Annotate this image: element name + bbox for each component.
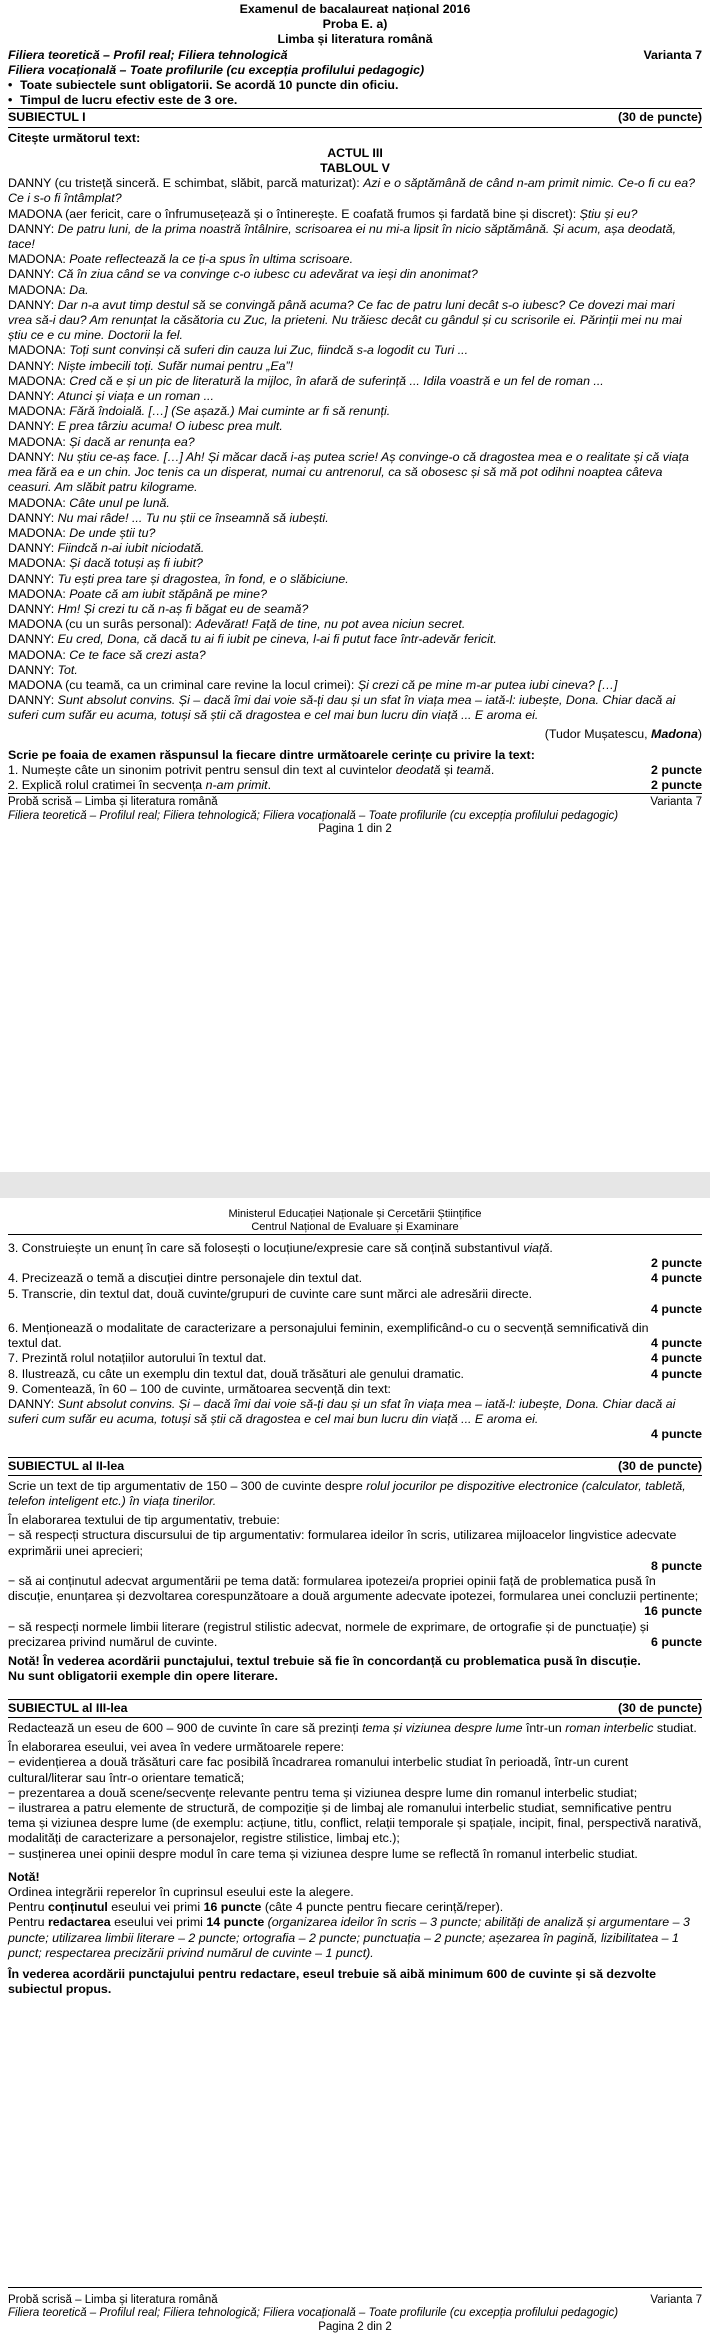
dialogue-line [8,632,702,647]
replica-text: Și dacă ar renunța ea? [69,434,195,449]
replica-text: Nu știu ce-aș face. […] Ah! Și măcar dacă i-aș putea scrie! Aș convinge-o că dragostea mea e o realitate și că viața mea fără ea e un chin. Joc tenis ca un disperat, numai cu antrenorul, ca să obosesc și să mă pot odihni noaptea câteva ceasuri. Am slăbit patru kilograme. [8,449,689,495]
footer-1-proba: Probă scrisă – Limba și literatura română [8,796,218,809]
dialogue-line [8,648,702,663]
dialogue-line [8,343,702,358]
speaker-label: MADONA: [8,404,70,419]
replica-text: Toți sunt convinși că suferi din cauza lui Zuc, fiindcă s-a logodit cu Turi ... [69,343,469,358]
footer-2-page: Pagina 2 din 2 [318,2320,392,2333]
s3-reper-b: − prezentarea a două scene/secvențe relevante pentru tema și viziunea despre lume din romanul interbelic studiat; [8,1785,638,1800]
q1-word-2: teamă [456,762,491,777]
s2-note-1: Notă! În vederea acordării punctajului, textul trebuie să fie în concordanță cu problematica pusă în discuție. [8,1654,641,1669]
s2-req-a-text: − să respecți structura discursului de tip argumentativ: formularea ideilor în scris, utilizarea mijloacelor lingvistice adecvate exprimării unei aprecieri; [8,1528,677,1558]
n2-a: Pentru [8,1900,48,1915]
center-header: Centrul Național de Evaluare și Examinare [8,1221,702,1235]
speaker-label: DANNY: [8,221,58,236]
question-4 [8,1271,702,1286]
source-citation [8,727,702,742]
s3-note-3 [8,1915,702,1961]
speaker-label: MADONA: [8,556,70,571]
dialogue-line [8,663,702,678]
replica-text: Sunt absolut convins. Și – dacă îmi dai voie să-ți dau și un sfat în viața mea – iată-l: iubește, Dona. Chiar dacă ai suferi cum sufăr eu acuma, totuși să știi că dragostea e cel mai bun lucru din viață ... E aroma ei. [8,693,676,723]
s3-reper-c: − ilustrarea a patru elemente de structură, de compoziție și de limbaj ale romanului interbelic studiat, semnificative pentru tema și viziunea despre lume (de exemplu: acțiune, titlu, conflict, relații temporale și spațiale, incipit, final, perspectivă narativă, modalități de caracterizare a personajelor, registre stilistice, limbaj etc.); [8,1800,702,1846]
speaker-label: MADONA: [8,434,70,449]
s3-task-c: într-un [522,1720,566,1735]
q9-points: 4 puncte [651,1427,702,1442]
dialogue-line [8,572,702,587]
question-9 [8,1382,702,1443]
n3-b: redactarea [47,1915,111,1930]
speaker-label: DANNY: [8,662,58,677]
n2-d: 16 puncte [203,1900,262,1915]
dialogue-line [8,678,702,693]
n3-d: 14 puncte [206,1915,265,1930]
question-2 [8,778,702,794]
n3-c: eseului vei primi [110,1915,207,1930]
speaker-label: MADONA: [8,586,70,601]
question-8 [8,1367,702,1382]
speaker-label: MADONA (cu un surâs personal): [8,617,196,632]
s3-note-4: În vederea acordării punctajului pentru redactare, eseul trebuie să aibă minimum 600 de cuvinte și să dezvolte subiectul propus. [8,1966,656,1997]
q8-text: 8. Ilustrează, cu câte un exemplu din textul dat, două trăsături ale genului dramatic. [8,1366,464,1381]
dialogue-line [8,176,702,206]
section-3-points: (30 de puncte) [618,1700,702,1715]
dialogue-line [8,496,702,511]
question-7 [8,1351,702,1366]
replica-text: Dar n-a avut timp destul să se convingă până acuma? Ce fac de patru luni decât s-o iubesc? Ce dovezi mai mari vrea să-i dau? Am renunțat la căsătoria cu Zuc, la prieteni. Nu trăiesc decât cu gândul și cu scrisorile ei. Părinții mei nu mai știu ce e cu mine. Doctorii la fel. [8,297,682,343]
dialogue-line [8,556,702,571]
dialogue-line [8,267,702,282]
speaker-label: MADONA: [8,647,70,662]
footer-2-rule [8,2287,702,2288]
footer-2 [8,2294,702,2335]
dialogue-line [8,404,702,419]
read-instruction: Citește următorul text: [8,130,141,145]
replica-text: Adevărat! Față de tine, nu pot avea niciun secret. [195,617,466,632]
question-6 [8,1321,702,1351]
footer-2-filiera: Filiera teoretică – Profilul real; Filiera tehnologică; Filiera vocațională – Toate profilurile (cu excepția profilului pedagogic) [8,2307,619,2319]
page-2 [0,1198,710,2338]
footer-1-page: Pagina 1 din 2 [318,823,392,836]
q6-points: 4 puncte [651,1336,702,1351]
question-1 [8,763,702,778]
s3-reper-d: − susținerea unei opinii despre modul în care tema și viziunea despre lume se reflectă în romanul interbelic studiat. [8,1846,638,1861]
speaker-label: DANNY: [8,571,58,586]
dialogue-line [8,374,702,389]
dialogue-line [8,617,702,632]
s2-requirements-intro: În elaborarea textului de tip argumentativ, trebuie: [8,1513,280,1528]
variant-label: Varianta 7 [643,47,702,62]
speaker-label: DANNY: [8,358,58,373]
speaker-label: MADONA: [8,495,70,510]
s2-req-b-text: − să ai conținutul adecvat argumentării pe tema dată: formularea ipotezei/a propriei opinii față de problematica pusă în discuție, enunțarea și dezvoltarea corespunzătoare a două argumente adecvate ipotezei, formularea unei concluzii pertinente; [8,1574,699,1604]
dialogue-line [8,283,702,298]
q9-text: 9. Comentează, în 60 – 100 de cuvinte, următoarea secvență din text: [8,1381,391,1396]
q6-text: 6. Menționează o modalitate de caracterizare a personajului feminin, exemplificând-o cu o secvență semnificativă din textul dat. [8,1321,649,1351]
q9-quote: Sunt absolut convins. Și – dacă îmi dai voie să-ți dau și un sfat în viața mea – iată-l: iubește, Dona. Chiar dacă ai suferi cum sufăr eu acuma, totuși să știi că dragostea e cel mai bun lucru din viață ... E aroma ei. [8,1397,676,1427]
dialogue-line [8,207,702,222]
section-1-header [8,108,702,127]
q7-text: 7. Prezintă rolul notațiilor autorului în textul dat. [8,1351,267,1366]
dialogue-line [8,450,702,496]
s2-req-c-points: 6 puncte [651,1635,702,1650]
s3-note-2 [8,1900,702,1915]
q5-points: 4 puncte [651,1301,702,1316]
exam-title: Examenul de bacalaureat național 2016 [239,2,471,16]
question-5 [8,1287,702,1317]
section-3-header [8,1699,702,1718]
q1-points: 2 puncte [651,762,702,777]
speaker-label: DANNY: [8,449,58,464]
section-1-title: SUBIECTUL I [8,110,86,125]
q2-sequence: n-am primit [205,778,268,793]
footer-2-proba: Probă scrisă – Limba și literatura română [8,2293,218,2306]
act-heading: ACTUL III [327,145,383,160]
dialogue-line [8,435,702,450]
s3-reper-a: − evidențierea a două trăsături care fac posibilă încadrarea romanului interbelic studiat în perioadă, într-un curent cultural/literar sau într-o orientare tematică; [8,1755,629,1785]
dialogue-line [8,252,702,267]
s2-req-c [8,1620,702,1651]
dialogue-line [8,419,702,434]
dialogue-line [8,541,702,556]
speaker-label: MADONA: [8,373,70,388]
replica-text: E prea târziu acuma! O iubesc prea mult. [57,419,283,434]
n2-c: eseului vei primi [107,1900,204,1915]
replica-text: Atunci și viața e un roman ... [57,389,214,404]
replica-text: Fiindcă n-ai iubit niciodată. [57,541,205,556]
speaker-label: DANNY: [8,541,58,556]
replica-text: Câte unul pe lună. [69,495,170,510]
replica-text: Eu cred, Dona, că dacă tu ai fi iubit pe cineva, l-ai fi putut face într-adevăr fericit. [57,632,497,647]
s3-task-b: tema și viziunea despre lume [362,1720,523,1735]
speaker-label: MADONA: [8,343,70,358]
filiera-line-2: Filiera vocațională – Toate profilurile (cu excepția profilului pedagogic) [8,62,425,77]
dialogue-line [8,389,702,404]
q3-end: . [549,1241,553,1255]
section-2-task [8,1479,702,1509]
replica-text: Și crezi că pe mine m-ar putea iubi cineva? […] [357,677,618,692]
s2-req-b-points: 16 puncte [644,1604,702,1619]
q3-points: 2 puncte [651,1256,702,1271]
s3-note-1: Ordinea integrării reperelor în cuprinsul eseului este la alegere. [8,1884,354,1899]
q3-word: viață [523,1241,550,1255]
section-3-title: SUBIECTUL al III-lea [8,1700,128,1715]
speaker-label: MADONA (aer fericit, care o înfrumusețează și o întinerește. E coafată frumos și fardată bine și discret): [8,206,580,221]
q1-end: . [490,762,495,777]
speaker-label: DANNY: [8,267,58,282]
replica-text: Nu mai râde! ... Tu nu știi ce înseamnă să iubești. [57,510,329,525]
s3-repere-intro: În elaborarea eseului, vei avea în vedere următoarele repere: [8,1740,345,1755]
ministry-header: Ministerul Educației Naționale și Cercetării Științifice [228,1208,482,1220]
q1-text: 1. Numește câte un sinonim potrivit pentru sensul din text al cuvintelor [8,762,396,777]
q5-text: 5. Transcrie, din textul dat, două cuvinte/grupuri de cuvinte care sunt mărci ale adresării directe. [8,1286,533,1301]
exam-subject: Limba și literatura română [277,32,433,47]
s3-task-d: roman interbelic [565,1720,654,1735]
replica-text: Niște imbecili toți. Sufăr numai pentru „Ea”! [57,358,294,373]
q8-points: 4 puncte [651,1366,702,1381]
replica-text: Poate că am iubit stăpână pe mine? [69,586,267,601]
dialogue-line [8,511,702,526]
footer-2-variant: Varianta 7 [650,2293,702,2306]
replica-text: Tu ești prea tare și dragostea, în fond, e o slăbiciune. [57,571,349,586]
s2-req-c-text: − să respecți normele limbii literare (registrul stilistic adecvat, normele de exprimare, de ortografie și de punctuație) și precizarea privind numărul de cuvinte. [8,1619,649,1649]
s3-task-e: studiat. [653,1720,697,1735]
replica-text: Tot. [57,662,78,677]
n3-e: (organizarea ideilor în scris – 3 puncte; abilități de analiză și argumentare – 3 puncte; utilizarea limbii literare – 2 puncte; ortografia – 2 puncte; punctuația – 2 puncte; așezarea în pagină, lizibilitatea – 1 punct; respectarea precizării privind numărul de cuvinte – 1 punct). [8,1915,690,1960]
speaker-label: MADONA: [8,252,70,267]
q2-text: 2. Explică rolul cratimei în secvența [8,778,206,793]
replica-text: Cred că e și un pic de literatură la mijloc, în afară de suferință ... Idila voastră e un fel de roman ... [69,373,604,388]
dialogue-line [8,587,702,602]
replica-text: Știu și eu? [579,206,638,221]
s2-task-text: Scrie un text de tip argumentativ de 150 – 300 de cuvinte despre [8,1478,367,1493]
replica-text: De patru luni, de la prima noastră întâlnire, scrisoarea ei nu mi-a lipsit în nicio săptămână. Și acum, așa deodată, tace! [8,221,677,252]
replica-text: Că în ziua când se va convinge c-o iubesc cu adevărat va ieși din anonimat? [57,267,478,282]
speaker-label: DANNY: [8,297,58,312]
q7-points: 4 puncte [651,1351,702,1366]
dialogue-text [8,176,702,723]
section-1-points: (30 de puncte) [618,110,702,125]
dialogue-line [8,693,702,723]
s2-req-a-points: 8 puncte [651,1558,702,1573]
speaker-label: DANNY: [8,632,58,647]
speaker-label: MADONA: [8,525,70,540]
speaker-label: DANNY: [8,693,58,708]
replica-text: Da. [69,282,89,297]
footer-1-filiera: Filiera teoretică – Profilul real; Filiera tehnologică; Filiera vocațională – Toate profilurile (cu excepția profilului pedagogic) [8,809,619,822]
source-end: ) [697,726,702,741]
dialogue-line [8,298,702,344]
q2-end: . [267,778,272,793]
s2-task-topic: rolul jocurilor pe dispozitive electronice (calculator, tabletă, telefon inteligent etc.) în viața tinerilor. [8,1478,686,1509]
q1-conj: și [440,762,457,777]
dialogue-line [8,359,702,374]
filiera-line-1: Filiera teoretică – Profil real; Filiera tehnologică [8,47,288,62]
dialogue-line [8,222,702,252]
s3-task-a: Redactează un eseu de 600 – 900 de cuvinte în care să prezinți [8,1720,363,1735]
s3-note-label: Notă! [8,1869,40,1884]
q4-text: 4. Precizează o temă a discuției dintre personajele din textul dat. [8,1271,363,1286]
dialogue-line [8,526,702,541]
q1-word-1: deodată [395,762,441,777]
speaker-label: DANNY: [8,510,58,525]
answer-instruction: Scrie pe foaia de examen răspunsul la fiecare dintre următoarele cerințe cu privire la text: [8,747,535,762]
replica-text: Ce te face să crezi asta? [69,647,206,662]
speaker-label: DANNY: [8,389,58,404]
speaker-label: MADONA (cu teamă, ca un criminal care revine la locul crimei): [8,677,358,692]
replica-text: Și dacă totuși aș fi iubit? [69,556,203,571]
exam-proba: Proba E. a) [322,17,388,32]
section-2-points: (30 de puncte) [618,1458,702,1473]
section-2-header [8,1457,702,1476]
rule-bullet-2: • Timpul de lucru efectiv este de 3 ore. [8,93,702,108]
q2-points: 2 puncte [651,778,702,793]
q3-text: 3. Construiește un enunț în care să folosești o locuțiune/expresie care să conțină substantivul [8,1241,524,1255]
source-title: Madona [651,726,698,741]
speaker-label: MADONA: [8,282,70,297]
replica-text: Hm! Și crezi tu că n-aș fi băgat eu de seamă? [57,601,309,616]
speaker-label: DANNY: [8,419,58,434]
footer-1-variant: Varianta 7 [650,796,702,809]
n2-e: (câte 4 puncte pentru fiecare cerință/reper). [261,1900,504,1915]
section-3-task [8,1721,702,1736]
s2-note-2: Nu sunt obligatorii exemple din opere literare. [8,1669,278,1684]
n3-a: Pentru [8,1915,48,1930]
rule-bullet-1: • Toate subiectele sunt obligatorii. Se acordă 10 puncte din oficiu. [8,78,702,93]
replica-text: Poate reflectează la ce ți-a spus în ultima scrisoare. [69,252,354,267]
q9-speaker: DANNY: [8,1397,58,1412]
question-3 [8,1241,702,1271]
speaker-label: DANNY (cu tristeță sinceră. E schimbat, slăbit, parcă maturizat): [8,176,364,191]
replica-text: De unde știi tu? [69,525,156,540]
dialogue-line [8,602,702,617]
q4-points: 4 puncte [651,1271,702,1286]
footer-1 [8,796,702,837]
s2-req-a [8,1528,702,1574]
n2-b: conținutul [47,1900,108,1915]
replica-text: Azi e o săptămână de când n-am primit nimic. Ce-o fi cu ea? Ce i s-o fi întâmplat? [8,176,696,206]
speaker-label: DANNY: [8,601,58,616]
section-2-title: SUBIECTUL al II-lea [8,1458,125,1473]
replica-text: Fără îndoială. […] (Se așază.) Mai cuminte ar fi să renunți. [69,404,391,419]
source-author: (Tudor Mușatescu, [544,726,652,741]
s2-req-b [8,1574,702,1620]
tablou-heading: TABLOUL V [320,161,390,176]
